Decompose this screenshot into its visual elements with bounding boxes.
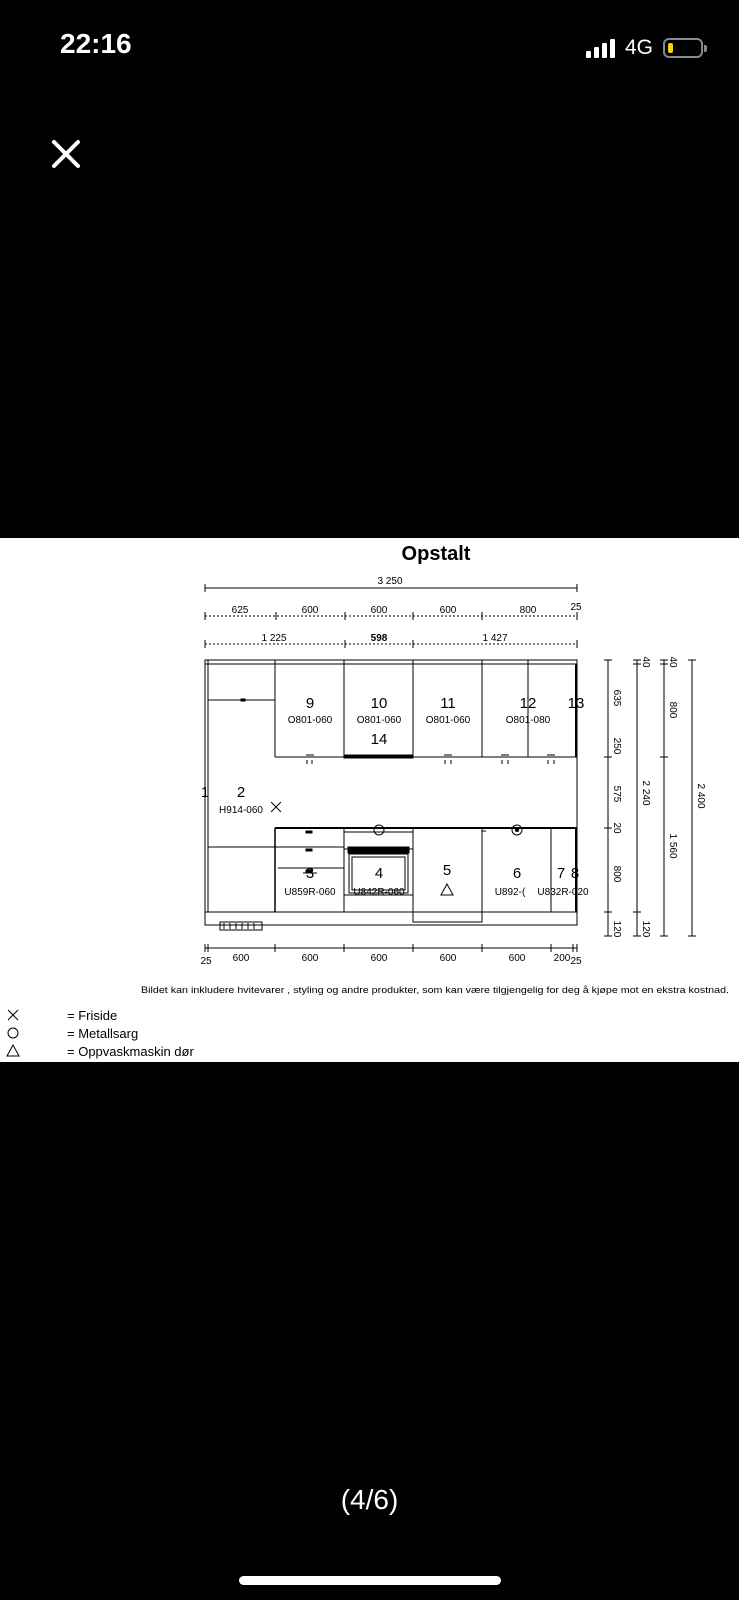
width-label: 600 — [370, 953, 388, 964]
width-label: 600 — [370, 605, 388, 616]
unit-code: H914-060 — [219, 805, 263, 816]
unit-code: U842R-060 — [353, 887, 405, 898]
unit-number: 9 — [305, 695, 315, 712]
width-label: 1 225 — [261, 633, 287, 644]
height-label: 250 — [611, 737, 622, 755]
height-label: 120 — [611, 920, 622, 938]
height-label: 800 — [667, 701, 678, 719]
group-width-labels — [261, 633, 507, 644]
width-label: 600 — [301, 605, 319, 616]
width-label: 600 — [439, 605, 457, 616]
bottom-width-labels — [200, 953, 582, 967]
legend-circle-icon — [8, 1028, 18, 1038]
close-icon — [44, 132, 88, 176]
unit-number: 5 — [442, 862, 452, 879]
width-label: 1 427 — [482, 633, 508, 644]
unit-number: 13 — [567, 695, 585, 712]
elevation-drawing — [0, 538, 739, 1062]
unit-number: 1 — [200, 784, 210, 801]
height-label: 635 — [611, 689, 622, 707]
height-label: 40 — [667, 656, 678, 668]
unit-number: 7 — [556, 865, 566, 882]
cabinet-labels — [201, 695, 589, 898]
unit-number: 6 — [512, 865, 522, 882]
height-label: 40 — [640, 656, 651, 668]
unit-number: 4 — [374, 865, 384, 882]
height-labels-c — [667, 656, 678, 859]
unit-number: 3 — [305, 865, 315, 882]
friside-cross-icon — [271, 802, 281, 812]
unit-code: O801-060 — [356, 715, 402, 726]
close-button[interactable] — [44, 132, 88, 176]
unit-code: U859R-060 — [284, 887, 336, 898]
legend-label: = Friside — [67, 1008, 118, 1023]
home-indicator[interactable] — [239, 1576, 501, 1585]
overall-width-label: 3 250 — [377, 576, 403, 587]
legend — [7, 1008, 194, 1059]
width-label: 200 — [553, 953, 571, 964]
unit-number: 11 — [440, 695, 456, 712]
width-label: 25 — [200, 956, 212, 967]
unit-code: U892-( — [494, 887, 526, 898]
wall-cabinet-handles — [306, 755, 555, 764]
disclaimer-note: Bildet kan inkludere hvitevarer , styling og andre produkter, som kan være tilgjengelig for deg å kjøpe mot en ekstra kostnad. — [141, 985, 729, 995]
total-height-label: 2 400 — [695, 783, 706, 809]
unit-number: 12 — [519, 695, 537, 712]
height-labels-a — [611, 690, 622, 938]
unit-code: O801-060 — [425, 715, 471, 726]
dishwasher-triangle-icon — [441, 884, 453, 895]
unit-number: 8 — [570, 865, 580, 882]
unit-number: 10 — [370, 695, 388, 712]
height-label: 120 — [640, 920, 651, 938]
height-label: 2 240 — [640, 780, 651, 806]
drawing-title: Opstalt — [401, 543, 471, 565]
width-label: 600 — [439, 953, 457, 964]
width-label: 25 — [570, 602, 582, 613]
bottom-dimension-lines — [205, 944, 577, 952]
image-counter: (4/6) — [340, 1484, 399, 1515]
status-time: 22:16 — [60, 28, 132, 59]
battery-icon — [663, 38, 703, 58]
width-label: 25 — [570, 956, 582, 967]
width-label: 598 — [370, 633, 388, 644]
width-label: 625 — [231, 605, 249, 616]
status-indicators — [586, 36, 703, 60]
unit-code: O801-060 — [287, 715, 333, 726]
legend-cross-icon — [8, 1010, 18, 1020]
width-label: 600 — [232, 953, 250, 964]
signal-icon — [586, 38, 615, 58]
width-label: 600 — [301, 953, 319, 964]
height-labels-b — [640, 656, 651, 937]
height-label: 20 — [611, 822, 622, 834]
width-label: 800 — [519, 605, 537, 616]
height-label: 800 — [611, 865, 622, 883]
width-label: 600 — [508, 953, 526, 964]
upper-width-labels — [232, 602, 582, 616]
height-label: 1 560 — [667, 833, 678, 859]
height-label: 575 — [611, 785, 622, 803]
kitchen-elevation-image — [0, 538, 739, 1062]
legend-label: = Oppvaskmaskin dør — [67, 1044, 194, 1059]
unit-code: U832R-020 — [537, 887, 589, 898]
unit-number: 2 — [236, 784, 246, 801]
unit-number: 14 — [370, 731, 388, 748]
network-label: 4G — [624, 36, 653, 59]
unit-code: O801-080 — [505, 715, 551, 726]
legend-triangle-icon — [7, 1045, 19, 1056]
legend-label: = Metallsarg — [67, 1026, 139, 1041]
